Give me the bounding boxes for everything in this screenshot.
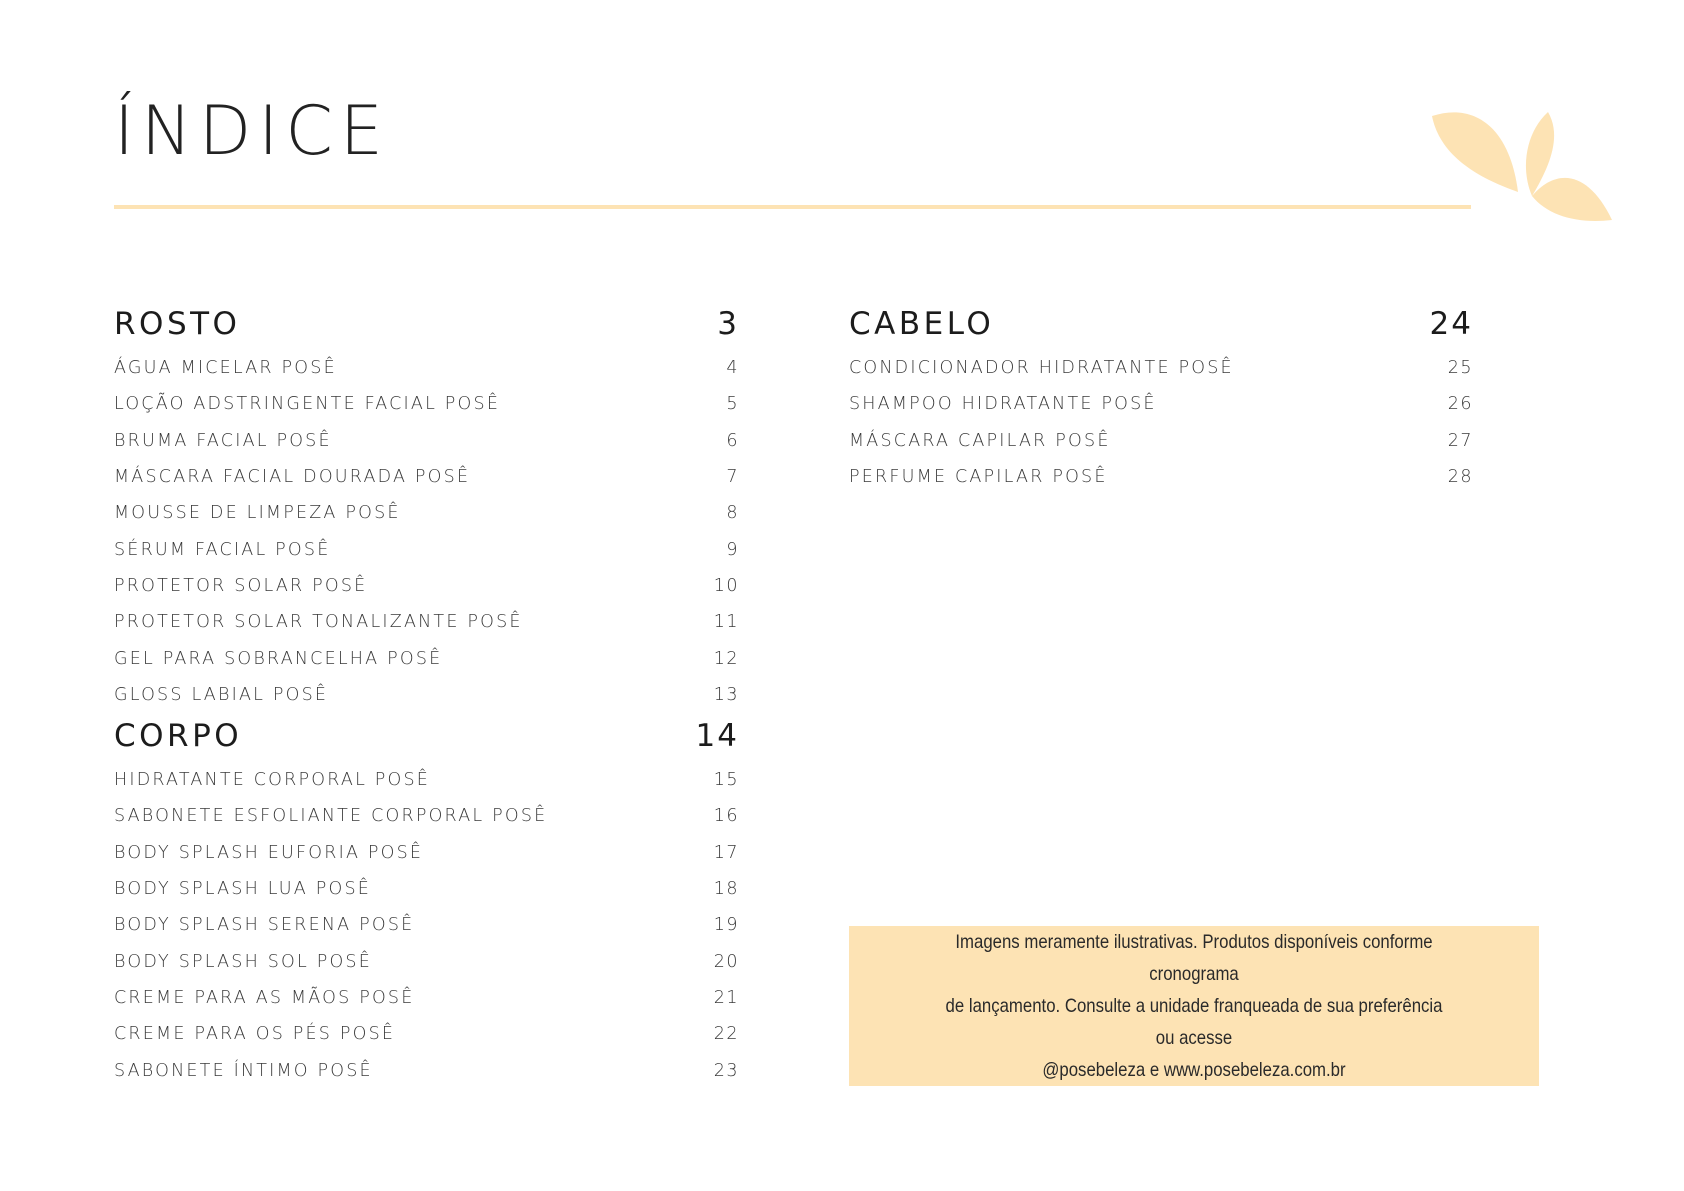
toc-item-page: 8	[726, 503, 739, 524]
toc-item-label: ÁGUA MICELAR POSÊ	[114, 358, 337, 379]
section-header[interactable]	[114, 718, 739, 760]
title-divider	[114, 205, 1471, 209]
toc-item-page: 6	[726, 430, 739, 451]
toc-item[interactable]	[114, 640, 739, 676]
toc-item[interactable]	[849, 459, 1473, 495]
toc-item-page: 12	[713, 648, 739, 669]
toc-item[interactable]	[114, 604, 739, 640]
toc-item-label: GEL PARA SOBRANCELHA POSÊ	[114, 648, 443, 669]
toc-item-label: PERFUME CAPILAR POSÊ	[849, 467, 1108, 488]
toc-item[interactable]	[114, 568, 739, 604]
toc-item[interactable]	[114, 386, 739, 422]
toc-item-page: 17	[713, 842, 739, 863]
toc-item[interactable]	[114, 423, 739, 459]
disclaimer-line-2: de lançamento. Consulte a unidade franqueada de sua preferência ou acesse	[945, 995, 1443, 1049]
toc-item-page: 16	[713, 806, 739, 827]
toc-item-label: CREME PARA AS MÃOS POSÊ	[114, 987, 415, 1008]
toc-item[interactable]	[114, 943, 739, 979]
toc-item[interactable]	[849, 423, 1473, 459]
toc-item-label: LOÇÃO ADSTRINGENTE FACIAL POSÊ	[114, 394, 501, 415]
section-rosto	[114, 306, 739, 713]
toc-item-label: MÁSCARA FACIAL DOURADA POSÊ	[114, 467, 471, 488]
toc-item-label: CREME PARA OS PÉS POSÊ	[114, 1024, 396, 1045]
toc-item-page: 20	[713, 951, 739, 972]
toc-item-label: BRUMA FACIAL POSÊ	[114, 430, 332, 451]
page-title: ÍNDICE	[114, 92, 390, 171]
toc-item-page: 15	[713, 770, 739, 791]
toc-item-page: 9	[726, 539, 739, 560]
disclaimer-line-3[interactable]: @posebeleza e www.posebeleza.com.br	[1042, 1059, 1346, 1081]
toc-item-label: BODY SPLASH EUFORIA POSÊ	[114, 842, 424, 863]
section-corpo	[114, 718, 739, 1089]
toc-item-label: HIDRATANTE CORPORAL POSÊ	[114, 770, 431, 791]
toc-item-page: 11	[713, 612, 739, 633]
section-header[interactable]	[114, 306, 739, 348]
toc-item[interactable]	[114, 835, 739, 871]
toc-item-page: 4	[726, 358, 739, 379]
toc-item[interactable]	[849, 386, 1473, 422]
disclaimer-text	[940, 926, 1447, 1086]
toc-item-page: 13	[713, 684, 739, 705]
toc-item[interactable]	[114, 350, 739, 386]
toc-item[interactable]	[114, 531, 739, 567]
toc-item-label: MÁSCARA CAPILAR POSÊ	[849, 430, 1111, 451]
toc-item[interactable]	[114, 677, 739, 713]
toc-item-page: 21	[713, 987, 739, 1008]
toc-item-page: 25	[1447, 358, 1473, 379]
section-header[interactable]	[849, 306, 1473, 348]
toc-item[interactable]	[849, 350, 1473, 386]
toc-item-page: 5	[726, 394, 739, 415]
toc-item[interactable]	[114, 1052, 739, 1088]
section-title: CORPO	[114, 718, 243, 754]
toc-item[interactable]	[114, 459, 739, 495]
toc-item[interactable]	[114, 495, 739, 531]
toc-item-page: 26	[1447, 394, 1473, 415]
leaf-icon	[1430, 108, 1630, 228]
toc-item-page: 7	[726, 467, 739, 488]
section-page-number: 3	[717, 306, 739, 342]
toc-item-label: PROTETOR SOLAR POSÊ	[114, 575, 368, 596]
toc-item[interactable]	[114, 762, 739, 798]
toc-item[interactable]	[114, 798, 739, 834]
toc-item[interactable]	[114, 871, 739, 907]
toc-item[interactable]	[114, 907, 739, 943]
toc-item-label: SABONETE ÍNTIMO POSÊ	[114, 1060, 373, 1081]
toc-item-page: 18	[713, 879, 739, 900]
section-page-number: 24	[1429, 306, 1473, 342]
toc-item-page: 23	[713, 1060, 739, 1081]
toc-item-label: SABONETE ESFOLIANTE CORPORAL POSÊ	[114, 806, 548, 827]
toc-item[interactable]	[114, 1016, 739, 1052]
toc-item-label: PROTETOR SOLAR TONALIZANTE POSÊ	[114, 612, 523, 633]
toc-item-page: 19	[713, 915, 739, 936]
toc-item-label: SÉRUM FACIAL POSÊ	[114, 539, 331, 560]
toc-item-label: BODY SPLASH SOL POSÊ	[114, 951, 372, 972]
section-page-number: 14	[695, 718, 739, 754]
section-cabelo	[849, 306, 1473, 495]
toc-item-page: 28	[1447, 467, 1473, 488]
toc-item-label: CONDICIONADOR HIDRATANTE POSÊ	[849, 358, 1234, 379]
toc-item-page: 10	[713, 575, 739, 596]
disclaimer-line-1: Imagens meramente ilustrativas. Produtos disponíveis conforme cronograma	[955, 931, 1433, 985]
disclaimer-box	[849, 926, 1539, 1086]
toc-item-label: BODY SPLASH LUA POSÊ	[114, 879, 372, 900]
toc-item-page: 22	[713, 1024, 739, 1045]
toc-item-label: BODY SPLASH SERENA POSÊ	[114, 915, 415, 936]
toc-item[interactable]	[114, 980, 739, 1016]
toc-item-label: MOUSSE DE LIMPEZA POSÊ	[114, 503, 401, 524]
section-title: CABELO	[849, 306, 995, 342]
toc-item-label: GLOSS LABIAL POSÊ	[114, 684, 329, 705]
toc-item-page: 27	[1447, 430, 1473, 451]
toc-item-label: SHAMPOO HIDRATANTE POSÊ	[849, 394, 1157, 415]
section-title: ROSTO	[114, 306, 241, 342]
